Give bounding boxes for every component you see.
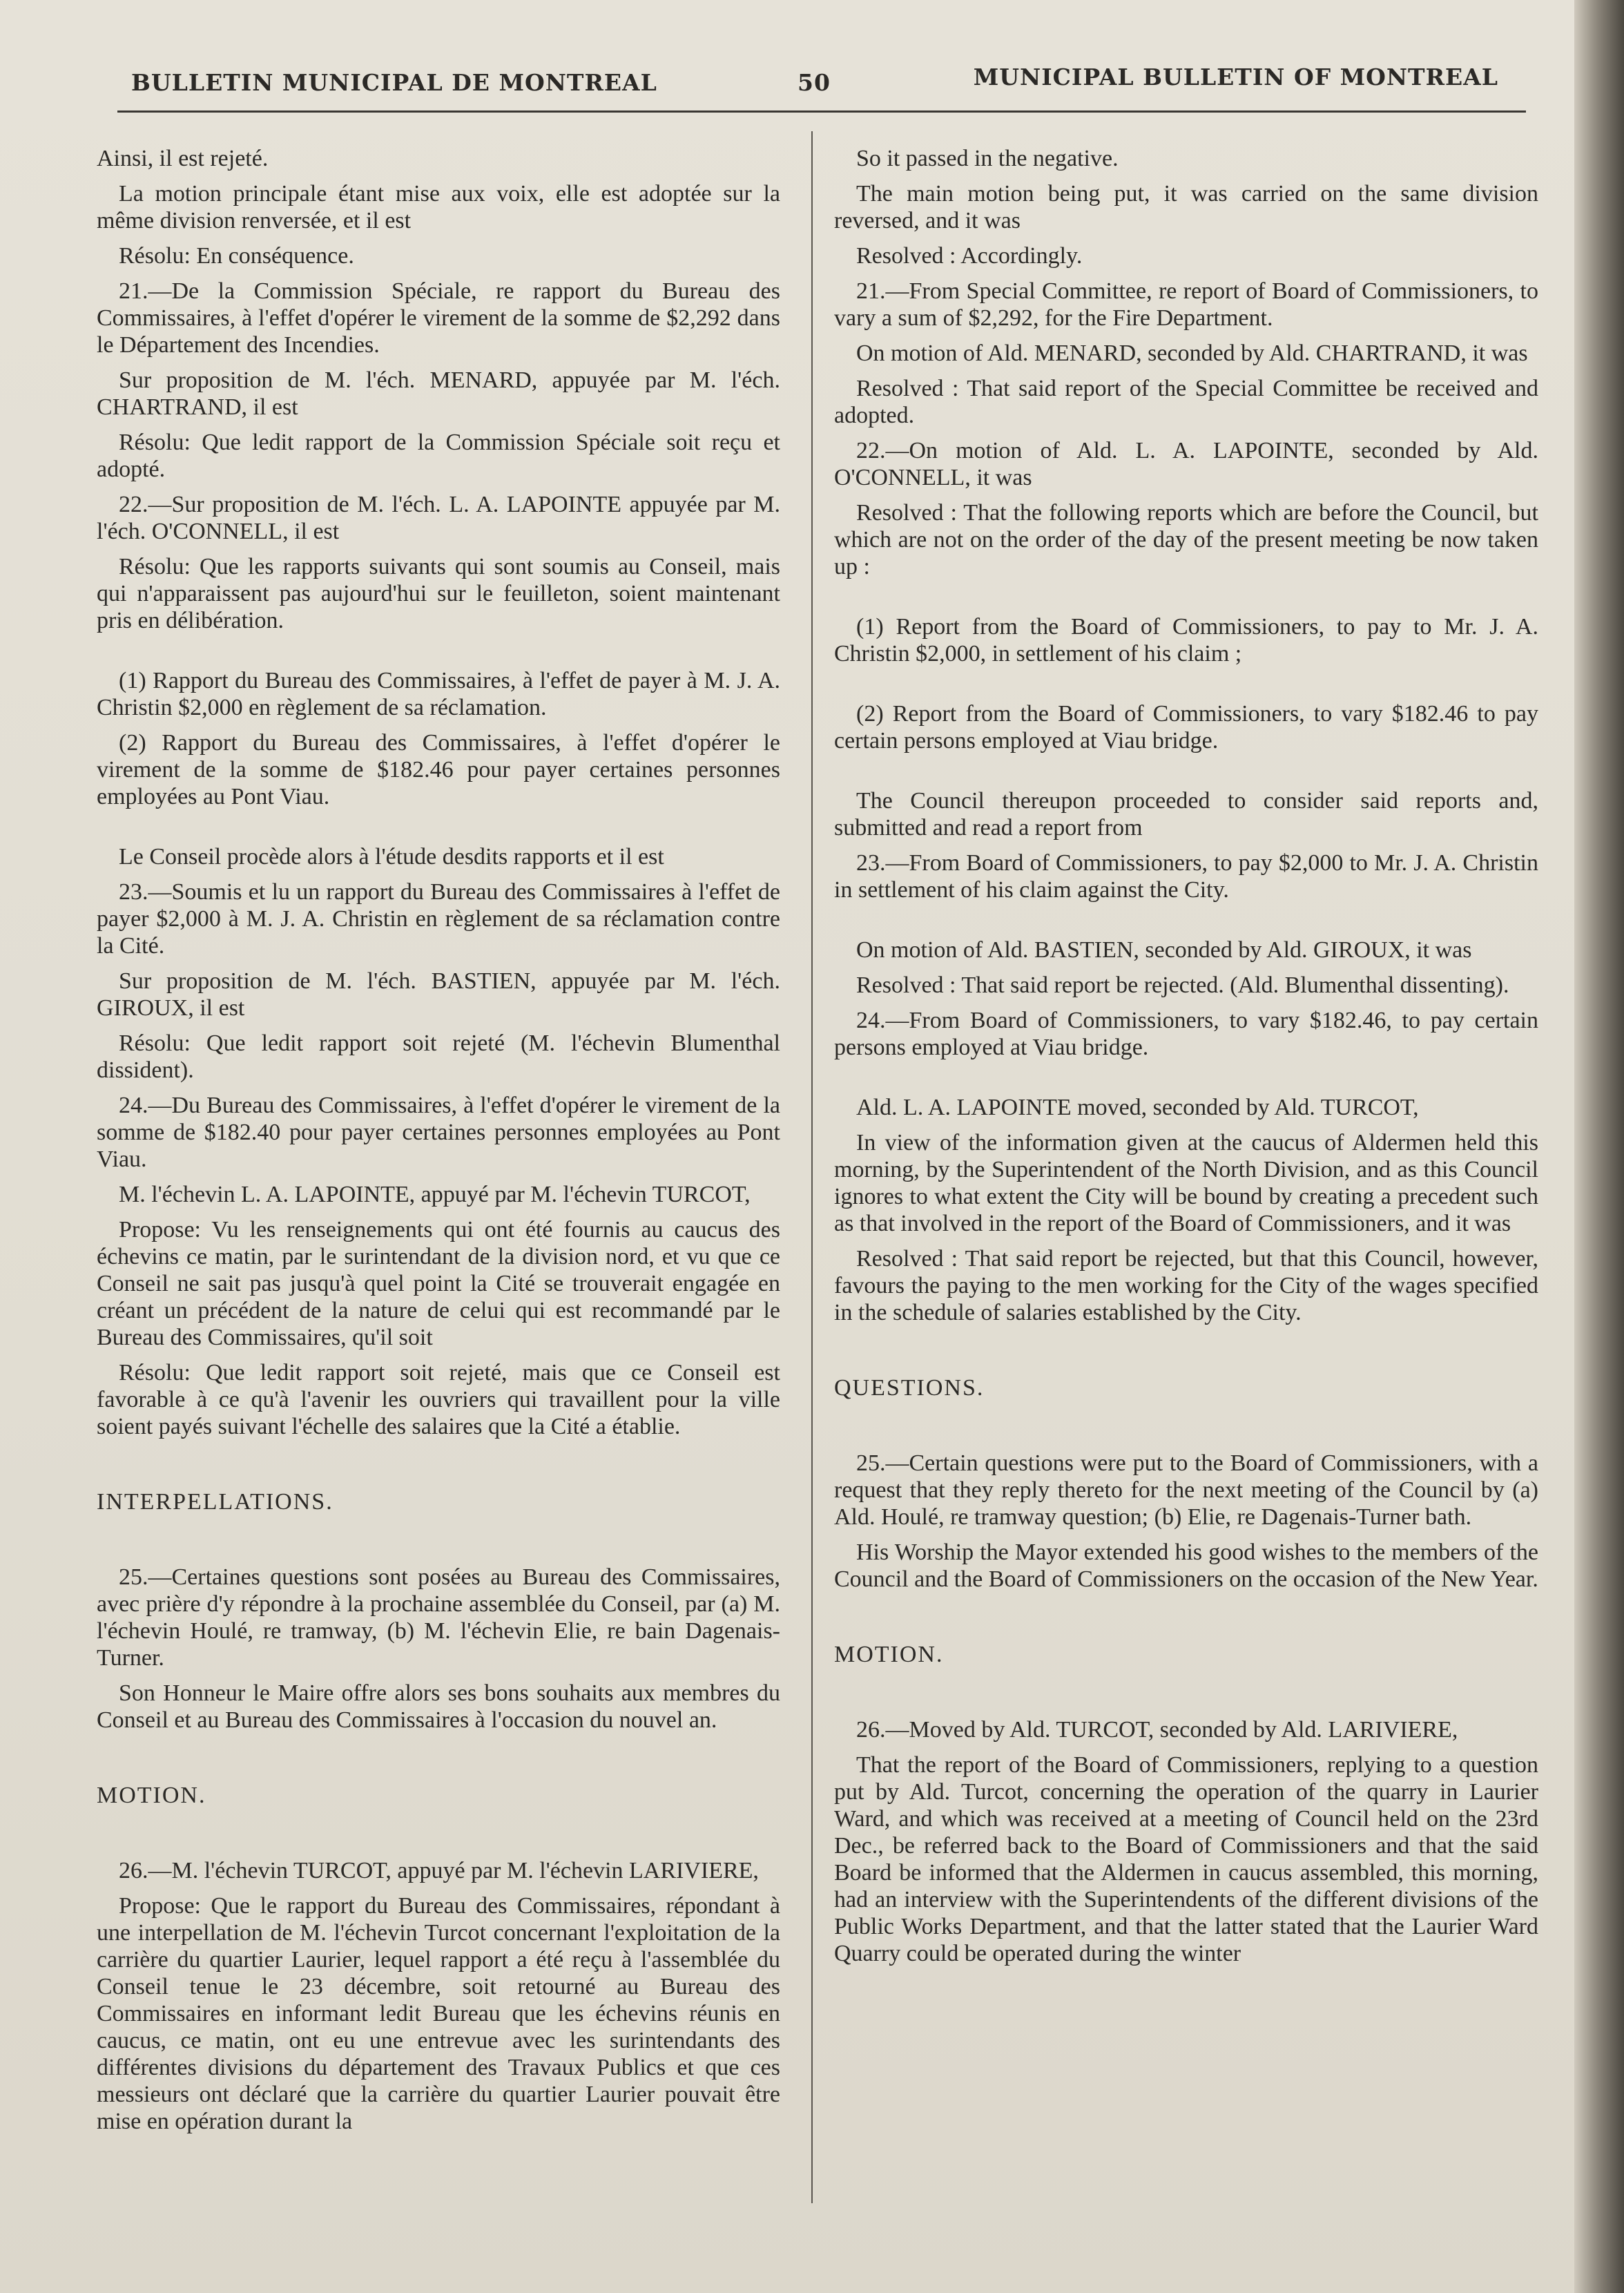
paragraph: Résolu: Que ledit rapport soit rejeté, mais que ce Conseil est favorable à ce qu'à l'avenir les ouvriers qui travaillent pour la ville soient payés suivant l'échelle des salaires que la Cité a établie. — [97, 1360, 780, 1439]
paragraph: Propose: Que le rapport du Bureau des Commissaires, répondant à une interpellation de M. l'échevin Turcot concernant l'exploitation de la carrière du quartier Laurier, lequel rapport a été reçu à l'assemblée du Conseil tenue le 23 décembre, soit retourné au Bureau des Commissaires en informant ledit Bureau que les échevins réunis en caucus, ce matin, ont eu une entrevue avec les surintendants des différentes divisions du département des Travaux Publics et que ces messieurs ont déclaré que la carrière du quartier Laurier pouvait être mise en opération durant la — [97, 1893, 780, 2134]
paragraph: On motion of Ald. MENARD, seconded by Ald. CHARTRAND, it was — [856, 340, 1528, 366]
page-header — [131, 64, 1540, 105]
paragraph: Resolved : Accordingly. — [856, 243, 1083, 269]
paragraph: His Worship the Mayor extended his good wishes to the members of the Council and the Board of Commissioners on the occasion of the New Year. — [834, 1539, 1538, 1592]
book-spine-shadow — [1574, 0, 1624, 2293]
paragraph: In view of the information given at the caucus of Aldermen held this morning, by the Superintendent of the North Division, and as this Council ignores to what extent the City will be bound by creating a precedent such as that involved in the report of the Board of Commissioners, and it was — [834, 1130, 1538, 1236]
paragraph: So it passed in the negative. — [856, 146, 1119, 171]
paragraph: 23.—Soumis et lu un rapport du Bureau des Commissaires à l'effet de payer $2,000 à M. J. A. Christin en règlement de sa réclamation contre la Cité. — [97, 879, 780, 959]
paragraph: Resolved : That said report be rejected, but that this Council, however, favours the paying to the men working for the City of the wages specified in the schedule of salaries established by the City. — [834, 1246, 1538, 1325]
paragraph: Le Conseil procède alors à l'étude desdits rapports et il est — [119, 844, 664, 870]
paragraph: The Council thereupon proceeded to consider said reports and, submitted and read a report from — [834, 788, 1538, 841]
paragraph: 25.—Certain questions were put to the Board of Commissioners, with a request that they reply thereto for the next meeting of the Council by (a) Ald. Houlé, re tramway question; (b) Elie, re Dagenais-Turner bath. — [834, 1450, 1538, 1530]
paragraph: Sur proposition de M. l'éch. MENARD, appuyée par M. l'éch. CHARTRAND, il est — [97, 367, 780, 420]
header-french-title: BULLETIN MUNICIPAL DE MONTREAL — [131, 69, 657, 96]
paragraph: 23.—From Board of Commissioners, to pay $2,000 to Mr. J. A. Christin in settlement of his claim against the City. — [834, 850, 1538, 903]
paragraph: 21.—From Special Committee, re report of Board of Commissioners, to vary a sum of $2,292, for the Fire Department. — [834, 278, 1538, 331]
header-english-title: MUNICIPAL BULLETIN OF MONTREAL — [973, 64, 1498, 90]
paragraph: Propose: Vu les renseignements qui ont été fournis au caucus des échevins ce matin, par le surintendant de la division nord, et vu que ce Conseil ne sait pas jusqu'à quel point la Cité se trouverait engagée en créant un précédent de la nature de celui qui est recommandé par le Bureau des Commissaires, qu'il soit — [97, 1217, 780, 1350]
paragraph: Son Honneur le Maire offre alors ses bons souhaits aux membres du Conseil et au Bureau des Commissaires à l'occasion du nouvel an. — [97, 1680, 780, 1733]
paragraph: Resolved : That said report of the Special Committee be received and adopted. — [834, 376, 1538, 428]
paragraph: (2) Rapport du Bureau des Commissaires, à l'effet d'opérer le virement de la somme de $182.46 pour payer certaines personnes employées au Pont Viau. — [97, 730, 780, 809]
paragraph: 26.—Moved by Ald. TURCOT, seconded by Ald. LARIVIERE, — [856, 1717, 1458, 1743]
paragraph: M. l'échevin L. A. LAPOINTE, appuyé par M. l'échevin TURCOT, — [119, 1182, 751, 1207]
paragraph: (2) Report from the Board of Commissioners, to vary $182.46 to pay certain persons employed at Viau bridge. — [834, 701, 1538, 754]
paragraph: Résolu: Que les rapports suivants qui sont soumis au Conseil, mais qui n'apparaissent pas aujourd'hui sur le feuilleton, soient maintenant pris en délibération. — [97, 554, 780, 633]
paragraph: (1) Rapport du Bureau des Commissaires, à l'effet de payer à M. J. A. Christin $2,000 en règlement de sa réclamation. — [97, 668, 780, 720]
paragraph: 22.—On motion of Ald. L. A. LAPOINTE, seconded by Ald. O'CONNELL, it was — [834, 438, 1538, 490]
paragraph: On motion of Ald. BASTIEN, seconded by Ald. GIROUX, it was — [856, 937, 1472, 963]
paragraph: Resolved : That the following reports which are before the Council, but which are not on the order of the day of the present meeting be now taken up : — [834, 500, 1538, 579]
paragraph: Sur proposition de M. l'éch. BASTIEN, appuyée par M. l'éch. GIROUX, il est — [97, 968, 780, 1021]
paragraph: Résolu: Que ledit rapport soit rejeté (M. l'échevin Blumenthal dissident). — [97, 1030, 780, 1083]
paragraph: 25.—Certaines questions sont posées au Bureau des Commissaires, avec prière d'y répondre à la prochaine assemblée du Conseil, par (a) M. l'échevin Houlé, re tramway, (b) M. l'échevin Elie, re bain Dagenais-Turner. — [97, 1564, 780, 1671]
paragraph: 21.—De la Commission Spéciale, re rapport du Bureau des Commissaires, à l'effet d'opérer le virement de la somme de $2,292 dans le Département des Incendies. — [97, 278, 780, 358]
page-number: 50 — [798, 69, 831, 96]
paragraph: Resolved : That said report be rejected. (Ald. Blumenthal dissenting). — [856, 972, 1509, 998]
paragraph: Résolu: En conséquence. — [119, 243, 354, 269]
english-column — [834, 145, 1538, 1975]
header-rule — [117, 111, 1526, 113]
section-heading-interpellations: INTERPELLATIONS. — [97, 1489, 334, 1515]
paragraph: Ainsi, il est rejeté. — [97, 146, 269, 171]
section-heading-questions: QUESTIONS. — [834, 1375, 985, 1401]
paragraph: 24.—Du Bureau des Commissaires, à l'effet d'opérer le virement de la somme de $182.40 pour payer certaines personnes employées au Pont Viau. — [97, 1093, 780, 1172]
paragraph: La motion principale étant mise aux voix, elle est adoptée sur la même division renversée, et il est — [97, 181, 780, 233]
paragraph: (1) Report from the Board of Commissioners, to pay to Mr. J. A. Christin $2,000, in settlement of his claim ; — [834, 614, 1538, 666]
section-heading-motion: MOTION. — [97, 1783, 206, 1808]
french-column — [97, 145, 780, 2143]
paragraph: Résolu: Que ledit rapport de la Commission Spéciale soit reçu et adopté. — [97, 430, 780, 482]
paragraph: 26.—M. l'échevin TURCOT, appuyé par M. l'échevin LARIVIERE, — [119, 1858, 759, 1883]
paragraph: That the report of the Board of Commissioners, replying to a question put by Ald. Turcot, concerning the operation of the quarry in Laurier Ward, and which was received at a meeting of Council held on the 23rd Dec., be referred back to the Board of Commissioners and that the said Board be informed that the Aldermen in caucus assembled, this morning, had an interview with the Superintendents of the different divisions of the Public Works Department, and that the latter stated that the Laurier Ward Quarry could be operated during the winter — [834, 1752, 1538, 1966]
column-divider — [811, 131, 813, 2203]
paragraph: Ald. L. A. LAPOINTE moved, seconded by Ald. TURCOT, — [856, 1095, 1419, 1120]
paragraph: 24.—From Board of Commissioners, to vary $182.46, to pay certain persons employed at Viau bridge. — [834, 1008, 1538, 1060]
section-heading-motion: MOTION. — [834, 1642, 944, 1667]
paragraph: 22.—Sur proposition de M. l'éch. L. A. LAPOINTE appuyée par M. l'éch. O'CONNELL, il est — [97, 492, 780, 544]
paragraph: The main motion being put, it was carried on the same division reversed, and it was — [834, 181, 1538, 233]
